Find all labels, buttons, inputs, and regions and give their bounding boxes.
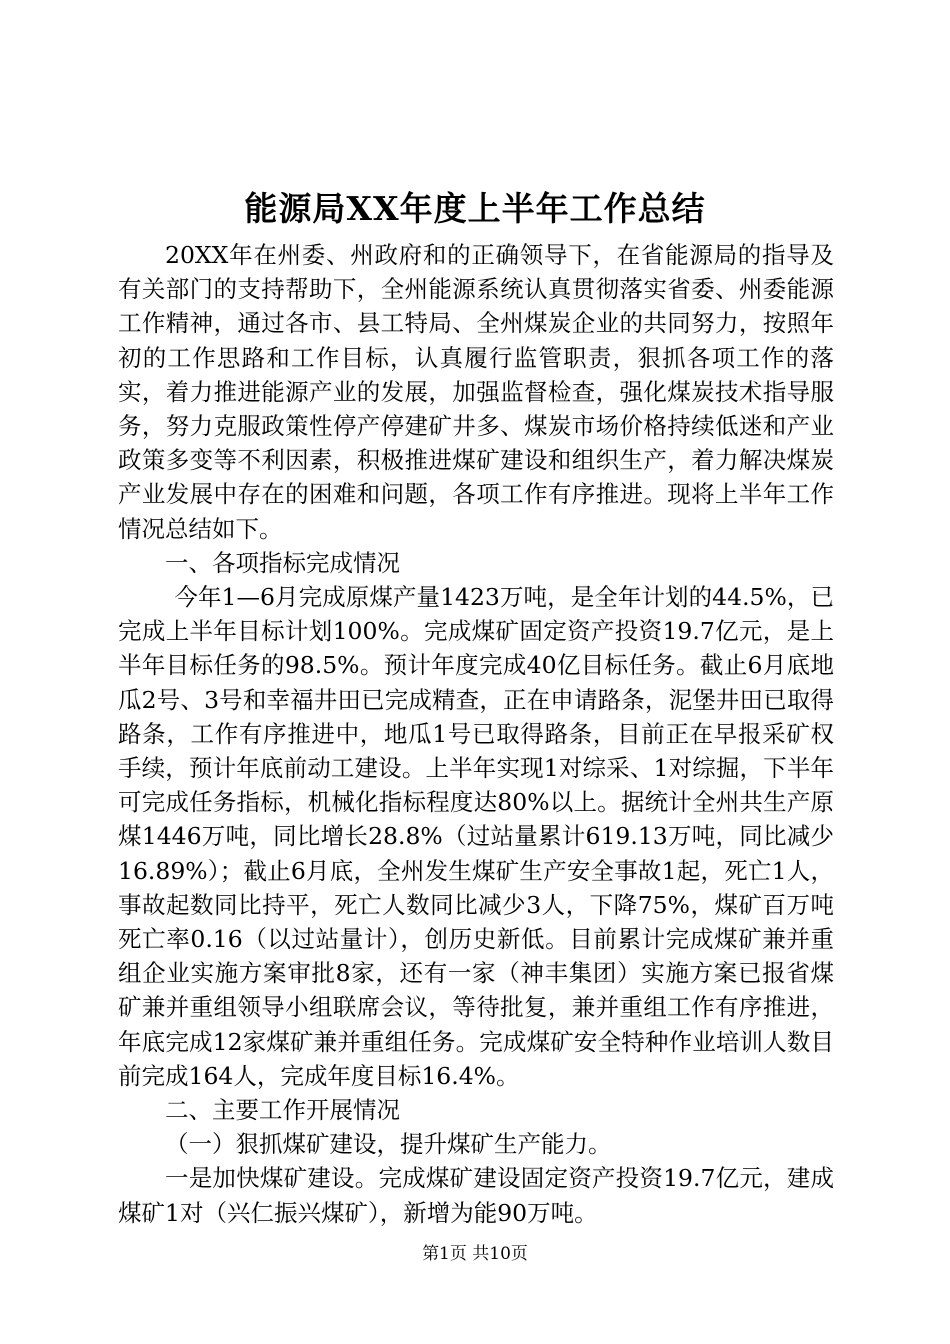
document-title: 能源局XX年度上半年工作总结 [244, 189, 706, 228]
intro-paragraph: 20XX年在州委、州政府和的正确领导下，在省能源局的指导及有关部门的支持帮助下，全州能源系统认真贯彻落实省委、州委能源工作精神，通过各市、县工特局、全州煤炭企业的共同努力，按照年初的工作思路和工作目标，认真履行监管职责，狠抓各项工作的落实，着力推进能源产业的发展，加强监督检查，强化煤炭技术指导服务，努力克服政策性停产停建矿井多、煤炭市场价格持续低迷和产业政策多变等不利因素，积极推进煤矿建设和组织生产，着力解决煤炭产业发展中存在的困难和问题，各项工作有序推进。现将上半年工作情况总结如下。 [118, 241, 834, 543]
subsection-heading-construction: （一）狠抓煤矿建设，提升煤矿生产能力。 [165, 1130, 612, 1159]
indicators-paragraph: 今年1—6月完成原煤产量1423万吨，是全年计划的44.5%，已完成上半年目标计划100%。完成煤矿固定资产投资19.7亿元，是上半年目标任务的98.5%。预计年度完成40亿目标任务。截止6月底地瓜2号、3号和幸福井田已完成精查，正在申请路条，泥堡井田已取得路条，工作有序推进中，地瓜1号已取得路条，目前正在早报采矿权手续，预计年底前动工建设。上半年实现1对综采、1对综掘，下半年可完成任务指标，机械化指标程度达80%以上。据统计全州共生产原煤1446万吨，同比增长28.8%（过站量累计619.13万吨，同比减少16.89%）；截止6月底，全州发生煤矿生产安全事故1起，死亡1人，事故起数同比持平，死亡人数同比减少3人，下降75%，煤矿百万吨死亡率0.16（以过站量计），创历史新低。目前累计完成煤矿兼并重组企业实施方案审批8家，还有一家（神丰集团）实施方案已报省煤矿兼并重组领导小组联席会议，等待批复，兼并重组工作有序推进，年底完成12家煤矿兼并重组任务。完成煤矿安全特种作业培训人数目前完成164人，完成年度目标16.4%。 [118, 583, 834, 1090]
section-heading-indicators: 一、各项指标完成情况 [165, 548, 400, 577]
construction-paragraph: 一是加快煤矿建设。完成煤矿建设固定资产投资19.7亿元，建成煤矿1对（兴仁振兴煤矿），新增为能90万吨。 [118, 1164, 834, 1227]
section-heading-main-work: 二、主要工作开展情况 [165, 1096, 400, 1125]
document-body [118, 238, 834, 1230]
page-footer: 第1页 共10页 [422, 1244, 528, 1264]
